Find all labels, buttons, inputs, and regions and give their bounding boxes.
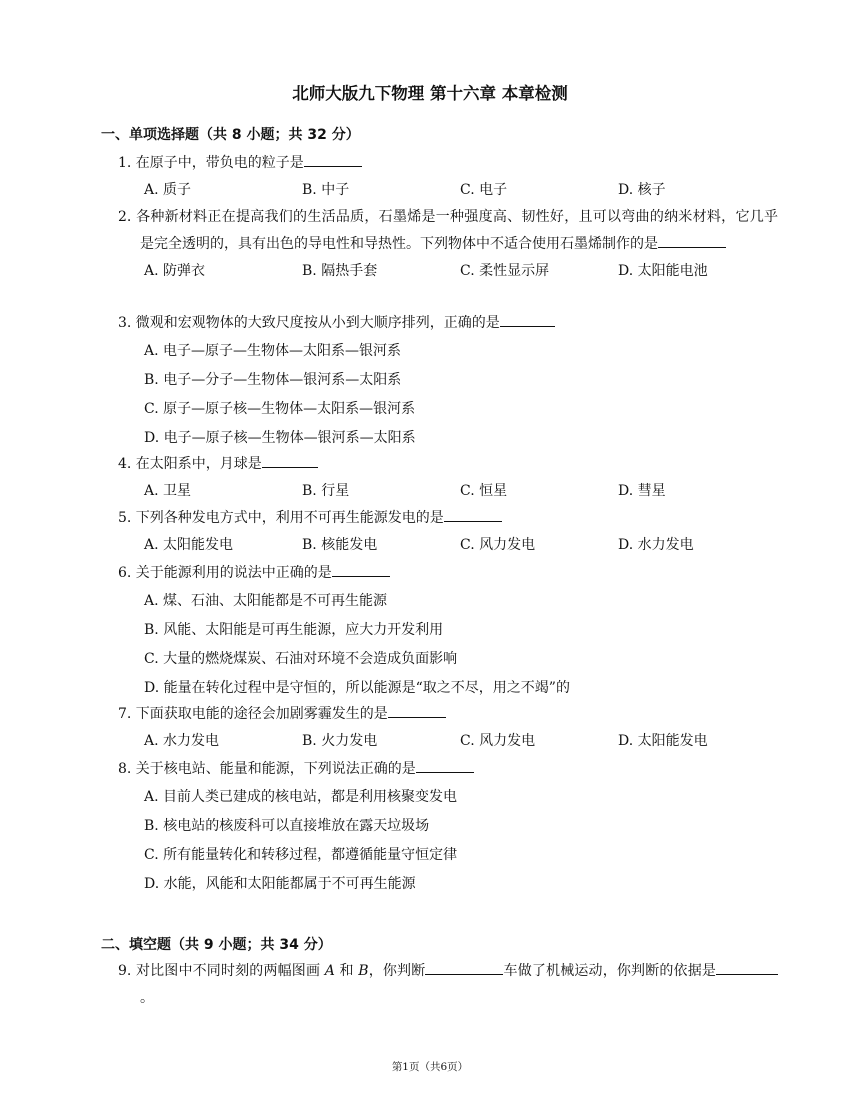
option-b[interactable]: B. 核电站的核废科可以直接堆放在露天垃圾场 — [144, 818, 430, 834]
answer-blank[interactable] — [304, 152, 362, 167]
page-footer: 第1页（共6页） — [391, 1061, 469, 1073]
option-d[interactable]: D. 核子 — [618, 182, 666, 198]
answer-blank[interactable] — [444, 507, 502, 522]
option-d[interactable]: D. 水力发电 — [618, 537, 694, 553]
option-d[interactable]: D. 太阳能发电 — [618, 733, 708, 749]
option-c[interactable]: C. 风力发电 — [460, 733, 536, 749]
question-stem: 6. 关于能源利用的说法中正确的是 — [118, 560, 778, 587]
question-9 — [118, 958, 778, 1012]
answer-blank[interactable] — [500, 312, 555, 327]
question-2 — [118, 204, 778, 285]
variable-a: A — [324, 963, 335, 979]
options-column — [118, 587, 778, 703]
option-b[interactable]: B. 核能发电 — [302, 537, 378, 553]
question-stem: 5. 下列各种发电方式中，利用不可再生能源发电的是 — [118, 505, 778, 532]
question-stem: 4. 在太阳系中，月球是 — [118, 451, 778, 478]
option-d[interactable]: D. 水能，风能和太阳能都属于不可再生能源 — [144, 876, 416, 892]
option-a[interactable]: A. 防弹衣 — [144, 263, 206, 279]
option-b[interactable]: B. 行星 — [302, 483, 350, 499]
answer-blank[interactable] — [388, 703, 446, 718]
answer-blank[interactable] — [658, 233, 726, 248]
options-row — [118, 728, 778, 755]
answer-blank[interactable] — [416, 758, 474, 773]
option-c[interactable]: C. 原子—原子核—生物体—太阳系—银河系 — [144, 401, 416, 417]
question-stem: 3. 微观和宏观物体的大致尺度按从小到大顺序排列，正确的是 — [118, 310, 778, 337]
section-heading-choice: 一、单项选择题（共 8 小题；共 32 分） — [101, 127, 360, 143]
question-7 — [118, 701, 778, 755]
answer-blank-2[interactable] — [716, 960, 778, 975]
options-column — [118, 337, 778, 453]
option-a[interactable]: A. 水力发电 — [144, 733, 220, 749]
options-row — [118, 258, 778, 285]
option-d[interactable]: D. 电子—原子核—生物体—银河系—太阳系 — [144, 430, 416, 446]
option-a[interactable]: A. 电子—原子—生物体—太阳系—银河系 — [144, 343, 402, 359]
option-d[interactable]: D. 太阳能电池 — [618, 263, 708, 279]
page-title: 北师大版九下物理 第十六章 本章检测 — [292, 84, 568, 103]
answer-blank-1[interactable] — [425, 960, 503, 975]
option-b[interactable]: B. 电子—分子—生物体—银河系—太阳系 — [144, 372, 402, 388]
options-column — [118, 783, 778, 899]
question-stem: 7. 下面获取电能的途径会加剧雾霾发生的是 — [118, 701, 778, 728]
option-a[interactable]: A. 目前人类已建成的核电站，都是利用核聚变发电 — [144, 789, 458, 805]
answer-blank[interactable] — [262, 453, 318, 468]
option-d[interactable]: D. 彗星 — [618, 483, 666, 499]
question-8 — [118, 756, 778, 899]
question-stem: 9. 对比图中不同时刻的两幅图画 A 和 B，你判断 车做了机械运动，你判断的依据是。 — [118, 958, 778, 1012]
option-b[interactable]: B. 中子 — [302, 182, 350, 198]
option-c[interactable]: C. 柔性显示屏 — [460, 263, 550, 279]
option-c[interactable]: C. 恒星 — [460, 483, 508, 499]
question-5 — [118, 505, 778, 559]
question-stem: 1. 在原子中，带负电的粒子是 — [118, 150, 778, 177]
question-stem: 2. 各种新材料正在提高我们的生活品质，石墨烯是一种强度高、韧性好，且可以弯曲的纳米材料，它几乎是完全透明的，具有出色的导电性和导热性。下列物体中不适合使用石墨烯制作的是 — [118, 209, 778, 252]
question-3 — [118, 310, 778, 453]
option-c[interactable]: C. 电子 — [460, 182, 508, 198]
variable-b: B — [358, 963, 369, 979]
option-a[interactable]: A. 太阳能发电 — [144, 537, 234, 553]
options-row — [118, 532, 778, 559]
question-6 — [118, 560, 778, 703]
question-4 — [118, 451, 778, 505]
option-c[interactable]: C. 大量的燃烧煤炭、石油对环境不会造成负面影响 — [144, 651, 458, 667]
options-row — [118, 177, 778, 204]
option-c[interactable]: C. 所有能量转化和转移过程，都遵循能量守恒定律 — [144, 847, 458, 863]
option-b[interactable]: B. 火力发电 — [302, 733, 378, 749]
option-a[interactable]: A. 卫星 — [144, 483, 192, 499]
question-1 — [118, 150, 778, 204]
option-b[interactable]: B. 隔热手套 — [302, 263, 378, 279]
options-row — [118, 478, 778, 505]
option-c[interactable]: C. 风力发电 — [460, 537, 536, 553]
option-a[interactable]: A. 质子 — [144, 182, 192, 198]
option-b[interactable]: B. 风能、太阳能是可再生能源，应大力开发利用 — [144, 622, 444, 638]
section-heading-fill-in: 二、填空题（共 9 小题；共 34 分） — [101, 937, 332, 953]
option-a[interactable]: A. 煤、石油、太阳能都是不可再生能源 — [144, 593, 388, 609]
question-stem: 8. 关于核电站、能量和能源，下列说法正确的是 — [118, 756, 778, 783]
answer-blank[interactable] — [332, 562, 390, 577]
option-d[interactable]: D. 能量在转化过程中是守恒的，所以能源是“取之不尽，用之不竭”的 — [144, 680, 570, 696]
